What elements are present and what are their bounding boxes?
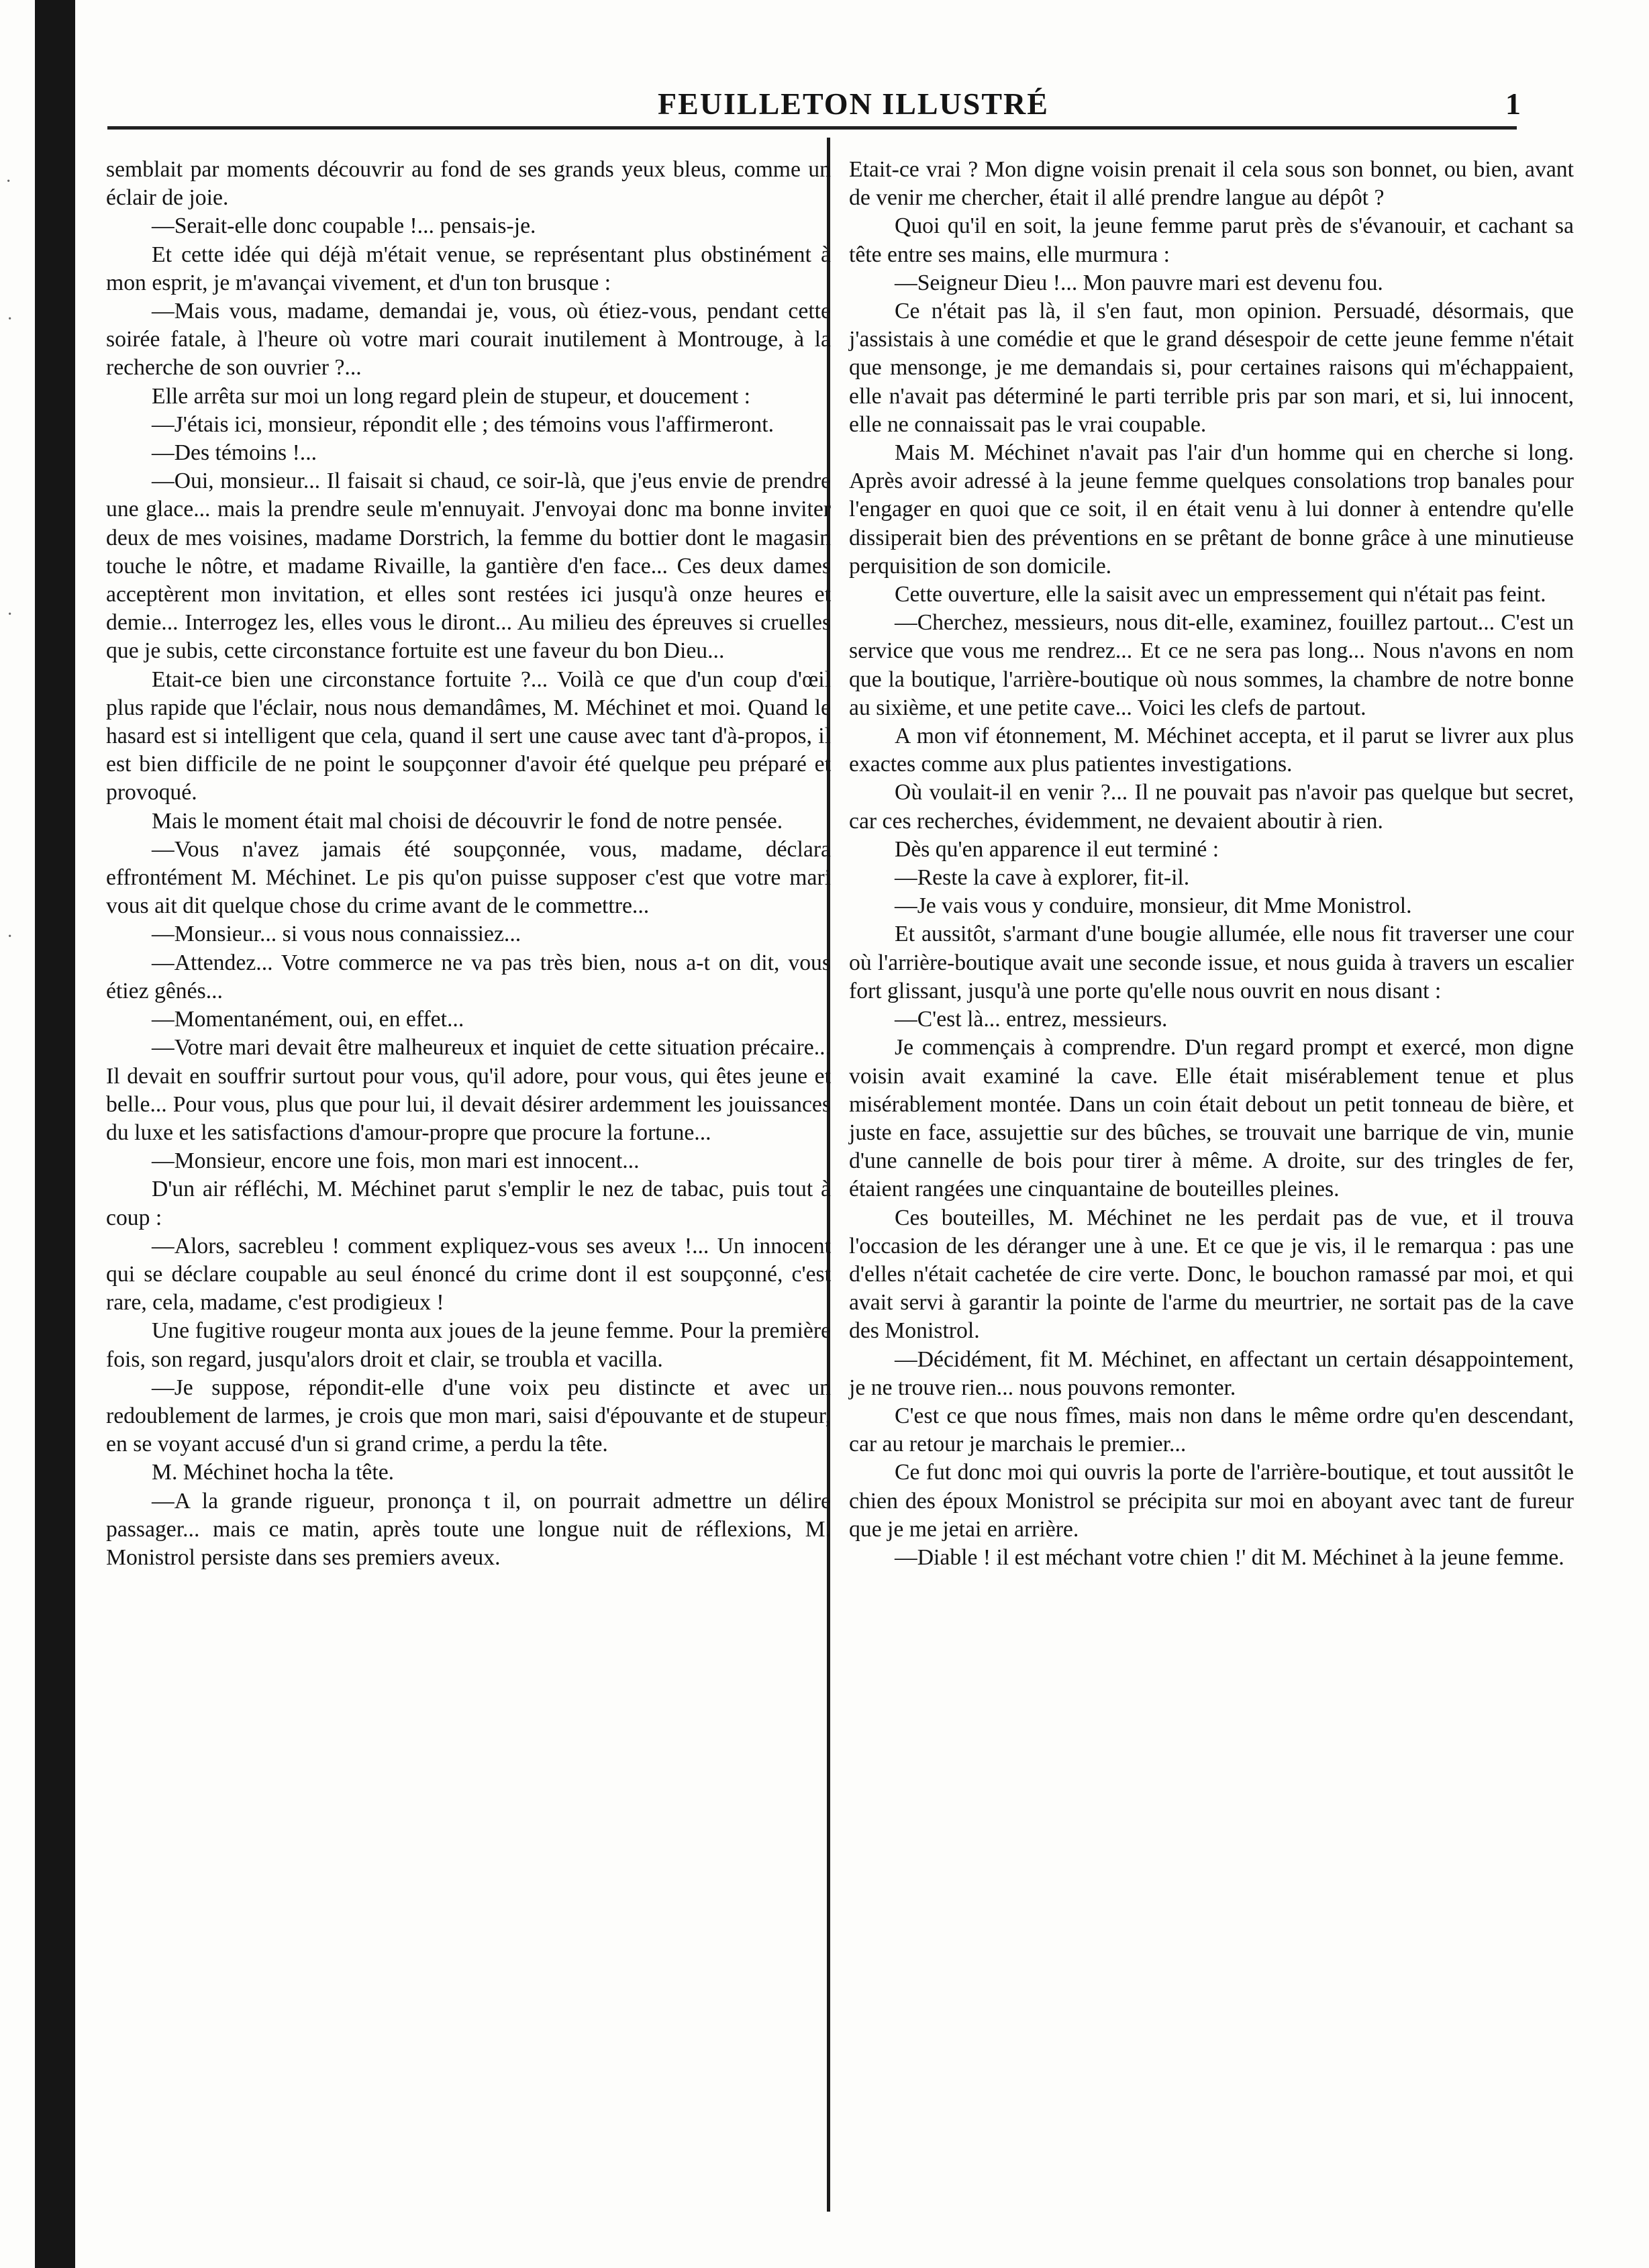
paragraph: —C'est là... entrez, messieurs.: [895, 1007, 1168, 1032]
paragraph: A mon vif étonnement, M. Méchinet accepta, et il parut se livrer aux plus exactes comme aux plus patientes investigations.: [849, 724, 1574, 777]
paragraph: —Seigneur Dieu !... Mon pauvre mari est devenu fou.: [895, 270, 1383, 295]
paragraph: D'un air réfléchi, M. Méchinet parut s'emplir le nez de tabac, puis tout à coup :: [106, 1177, 831, 1230]
paragraph: —Des témoins !...: [152, 440, 317, 466]
paragraph: —Monsieur... si vous nous connaissiez...: [152, 922, 521, 947]
paragraph: —Vous n'avez jamais été soupçonnée, vous, madame, déclara effrontément M. Méchinet. Le pis qu'on puisse supposer c'est que votre mari vous ait dit quelque chose du crime avant de le commettre...: [106, 836, 831, 919]
paragraph: Mais le moment était mal choisi de découvrir le fond de notre pensée.: [152, 808, 783, 834]
paragraph: —A la grande rigueur, prononça t il, on pourrait admettre un délire passager... mais ce matin, après toute une longue nuit de réflexions, M. Monistrol persiste dans ses premiers aveux.: [106, 1488, 831, 1570]
paragraph: —Votre mari devait être malheureux et inquiet de cette situation précaire... Il devait en souffrir surtout pour vous, qu'il adore, pour vous, qui êtes jeune et belle... Pour vous, plus que pour lui, il devait désirer ardemment les jouissances du luxe et les satisfactions d'amour-propre que procure la fortune...: [106, 1035, 831, 1145]
paragraph: —Je suppose, répondit-elle d'une voix peu distincte et avec un redoublement de larmes, je crois que mon mari, saisi d'épouvante et de stupeur, en se voyant accusé d'un si grand crime, a perdu la tête.: [106, 1375, 831, 1457]
paragraph: Je commençais à comprendre. D'un regard prompt et exercé, mon digne voisin avait examiné la cave. Elle était misérablement tenue et plus misérablement montée. Dans un coin était debout un petit tonneau de bière, et juste en face, assujettie sur des bûches, se trouvait une barrique de vin, munie d'une cannelle de bois pour tirer à même. A droite, sur des tringles de fer, étaient rangées une cinquantaine de bouteilles pleines.: [849, 1035, 1574, 1202]
paragraph: Ces bouteilles, M. Méchinet ne les perdait pas de vue, et il trouva l'occasion de les déranger une à une. Et ce que je vis, il le remarqua : pas une d'elles n'était cachetée de cire verte. Donc, le bouchon ramassé par moi, et qui avait servi à garantir la pointe de l'arme du meurtrier, ne sortait pas de la cave des Monistrol.: [849, 1205, 1574, 1344]
paragraph: —Reste la cave à explorer, fit-il.: [895, 865, 1190, 891]
text-column-left: [106, 156, 831, 1572]
paragraph: Cette ouverture, elle la saisit avec un empressement qui n'était pas feint.: [895, 582, 1546, 607]
running-title: FEUILLETON ILLUSTRÉ: [658, 87, 1049, 121]
margin-mark: ·: [7, 309, 13, 330]
paragraph: —Mais vous, madame, demandai je, vous, où étiez-vous, pendant cette soirée fatale, à l'heure où votre mari courait inutilement à Montrouge, à la recherche de son ouvrier ?...: [106, 299, 831, 381]
page-header: [107, 79, 1521, 130]
paragraph: Elle arrêta sur moi un long regard plein de stupeur, et doucement :: [152, 383, 751, 409]
paragraph: Une fugitive rougeur monta aux joues de la jeune femme. Pour la première fois, son regard, jusqu'alors droit et clair, se troubla et vacilla.: [106, 1318, 831, 1372]
margin-mark: ·: [5, 171, 12, 192]
paragraph: —Momentanément, oui, en effet...: [152, 1007, 464, 1032]
paragraph: —Serait-elle donc coupable !... pensais-je.: [152, 213, 536, 239]
paragraph: semblait par moments découvrir au fond de ses grands yeux bleus, comme un éclair de joie.: [106, 157, 831, 211]
paragraph: —Oui, monsieur... Il faisait si chaud, ce soir-là, que j'eus envie de prendre une glace... mais la prendre seule m'ennuyait. J'envoyai donc ma bonne inviter deux de mes voisines, madame Dorstrich, la femme du bottier dont le magasin touche le nôtre, et madame Rivaille, la gantière d'en face... Ces deux dames acceptèrent mon invitation, et elles sont restées ici jusqu'à onze heures et demie... Interrogez les, elles vous le diront... Au milieu des épreuves si cruelles que je subis, cette circonstance fortuite est une faveur du bon Dieu...: [106, 469, 831, 664]
text-column-right: [849, 156, 1574, 1572]
margin-mark: ·: [7, 926, 13, 947]
paragraph: Et cette idée qui déjà m'était venue, se représentant plus obstinément à mon esprit, je m'avançai vivement, et d'un ton brusque :: [106, 242, 831, 295]
paragraph: —Attendez... Votre commerce ne va pas très bien, nous a-t on dit, vous étiez gênés...: [106, 950, 831, 1003]
paragraph: C'est ce que nous fîmes, mais non dans le même ordre qu'en descendant, car au retour je marchais le premier...: [849, 1403, 1574, 1457]
paragraph: —Alors, sacrebleu ! comment expliquez-vous ses aveux !... Un innocent qui se déclare coupable au seul énoncé du crime dont il est soupçonné, c'est rare, cela, madame, c'est prodigieux !: [106, 1233, 831, 1316]
page-number: 1: [1505, 87, 1521, 121]
paragraph: Quoi qu'il en soit, la jeune femme parut près de s'évanouir, et cachant sa tête entre ses mains, elle murmura :: [849, 213, 1574, 267]
margin-mark: ·: [7, 604, 13, 625]
paragraph: —Cherchez, messieurs, nous dit-elle, examinez, fouillez partout... C'est un service que vous me rendrez... Et ce ne sera pas long... Nous n'avons en nom que la boutique, l'arrière-boutique où nous sommes, la chambre de notre bonne au sixième, et une petite cave... Voici les clefs de partout.: [849, 610, 1574, 720]
paragraph: Ce fut donc moi qui ouvris la porte de l'arrière-boutique, et tout aussitôt le chien des époux Monistrol se précipita sur moi en aboyant avec tant de fureur que je me jetai en arrière.: [849, 1460, 1574, 1542]
paragraph: Etait-ce vrai ? Mon digne voisin prenait il cela sous son bonnet, ou bien, avant de venir me chercher, était il allé prendre langue au dépôt ?: [849, 157, 1574, 211]
paragraph: —Décidément, fit M. Méchinet, en affectant un certain désappointement, je ne trouve rien... nous pouvons remonter.: [849, 1346, 1574, 1400]
paragraph: Etait-ce bien une circonstance fortuite ?... Voilà ce que d'un coup d'œil plus rapide que l'éclair, nous nous demandâmes, M. Méchinet et moi. Quand le hasard est si intelligent que cela, quand il sert une cause avec tant d'à-propos, il est bien difficile de ne point le soupçonner d'avoir été quelque peu préparé et provoqué.: [106, 667, 831, 805]
paragraph: —Diable ! il est méchant votre chien !' dit M. Méchinet à la jeune femme.: [895, 1544, 1564, 1570]
paragraph: Ce n'était pas là, il s'en faut, mon opinion. Persuadé, désormais, que j'assistais à une comédie et que le grand désespoir de cette jeune femme n'était que mensonge, je me demandais si, pour certaines raisons qui m'échappaient, elle n'avait pas déterminé le parti terrible pris par son mari, et si, lui innocent, elle ne connaissait pas le vrai coupable.: [849, 299, 1574, 437]
paragraph: —J'étais ici, monsieur, répondit elle ; des témoins vous l'affirmeront.: [152, 411, 774, 437]
paragraph: Dès qu'en apparence il eut terminé :: [895, 836, 1219, 862]
paragraph: Mais M. Méchinet n'avait pas l'air d'un homme qui en cherche si long. Après avoir adressé à la jeune femme quelques consolations trop banales pour l'engager en quoi que ce soit, il en était venu à lui donner à entendre qu'elle dissiperait bien des préventions en se prêtant de bonne grâce à une minutieuse perquisition de son domicile.: [849, 440, 1574, 579]
paragraph: Où voulait-il en venir ?... Il ne pouvait pas n'avoir pas quelque but secret, car ces recherches, évidemment, ne devaient aboutir à rien.: [849, 780, 1574, 834]
paragraph: M. Méchinet hocha la tête.: [152, 1460, 395, 1485]
paragraph: Et aussitôt, s'armant d'une bougie allumée, elle nous fit traverser une cour où l'arrière-boutique avait une seconde issue, et nous guida à travers un escalier fort glissant, jusqu'à une porte qu'elle nous ouvrit en nous disant :: [849, 922, 1574, 1003]
paragraph: —Je vais vous y conduire, monsieur, dit Mme Monistrol.: [895, 893, 1412, 919]
binding-edge: [35, 0, 75, 2268]
paragraph: —Monsieur, encore une fois, mon mari est innocent...: [152, 1148, 640, 1174]
